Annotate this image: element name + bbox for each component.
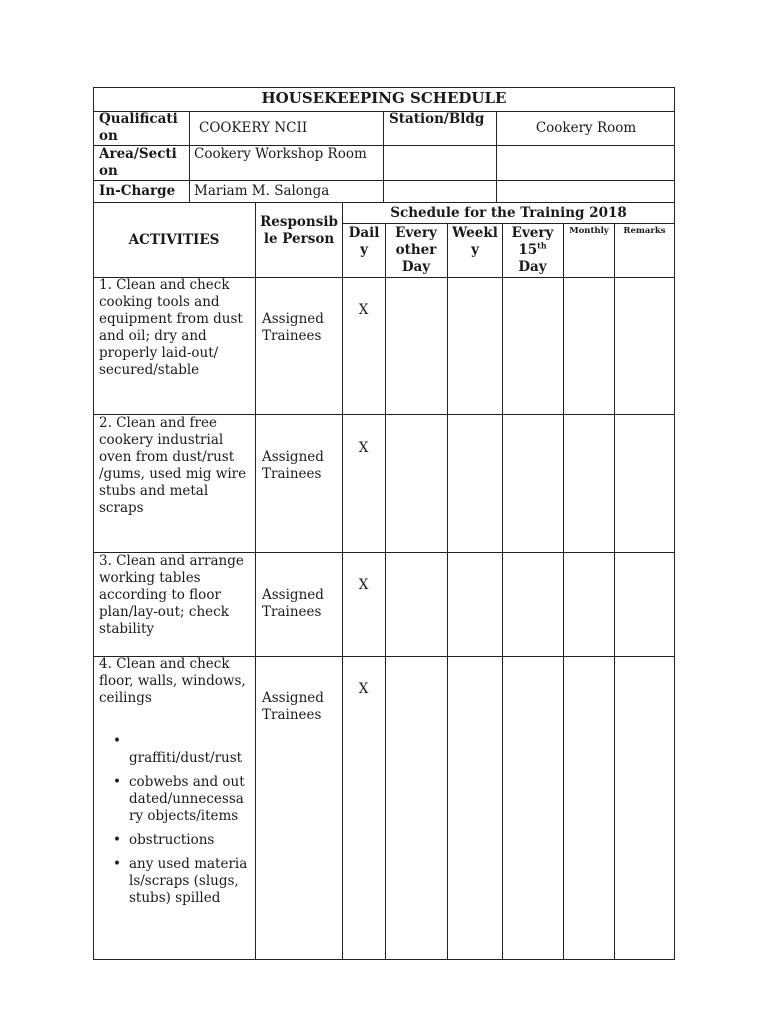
station-value: Cookery Room bbox=[535, 120, 637, 136]
daily-header: Daily bbox=[348, 225, 380, 258]
every-15th-day-header bbox=[504, 225, 561, 276]
bullet-item: • obstructions bbox=[97, 832, 249, 849]
station-label: Station/Bldg bbox=[389, 111, 485, 127]
activity-4: 4. Clean and check floor, walls, windows, ceilings bbox=[99, 656, 246, 706]
activity-4-bullets bbox=[97, 733, 249, 914]
activities-header: ACTIVITIES bbox=[128, 232, 220, 248]
incharge-label: In-Charge bbox=[99, 183, 176, 199]
daily-mark-1: X bbox=[358, 302, 369, 318]
daily-mark-4: X bbox=[358, 681, 369, 697]
activity-1: 1. Clean and check cooking tools and equipment from dust and oil; dry and properly laid-out/ secured/stable bbox=[99, 277, 243, 378]
every-15th-prefix: Every 15 bbox=[511, 225, 554, 258]
every-15th-suffix: Day bbox=[518, 259, 547, 275]
daily-mark-2: X bbox=[358, 440, 369, 456]
area-value: Cookery Workshop Room bbox=[194, 146, 367, 162]
every-15th-sup: th bbox=[537, 240, 547, 251]
area-label: Area/Section bbox=[99, 146, 177, 179]
document-title: HOUSEKEEPING SCHEDULE bbox=[261, 89, 507, 107]
bullet-item: • any used materials/scraps (slugs, stubs) spilled bbox=[97, 856, 249, 907]
bullet-item: • graffiti/dust/rust bbox=[97, 733, 249, 767]
weekly-header: Weekly bbox=[452, 225, 498, 258]
responsible-2: Assigned Trainees bbox=[262, 449, 324, 482]
monthly-header: Monthly bbox=[569, 226, 609, 236]
incharge-value: Mariam M. Salonga bbox=[194, 183, 330, 199]
responsible-4: Assigned Trainees bbox=[262, 690, 324, 723]
responsible-1: Assigned Trainees bbox=[262, 311, 324, 344]
bullet-item: • cobwebs and outdated/unnecessary objects/items bbox=[97, 774, 249, 825]
responsible-header: Responsible Person bbox=[260, 214, 338, 247]
qualification-value: COOKERY NCII bbox=[199, 120, 308, 136]
responsible-3: Assigned Trainees bbox=[262, 587, 324, 620]
remarks-header: Remarks bbox=[623, 226, 666, 236]
activity-2: 2. Clean and free cookery industrial oven from dust/rust /gums, used mig wire stubs and metal scraps bbox=[99, 415, 247, 516]
daily-mark-3: X bbox=[358, 577, 369, 593]
activity-3: 3. Clean and arrange working tables according to floor plan/lay-out; check stability bbox=[99, 553, 244, 637]
every-other-day-header: Every other Day bbox=[395, 225, 437, 275]
qualification-label: Qualification bbox=[99, 111, 178, 144]
schedule-header: Schedule for the Training 2018 bbox=[390, 205, 627, 221]
